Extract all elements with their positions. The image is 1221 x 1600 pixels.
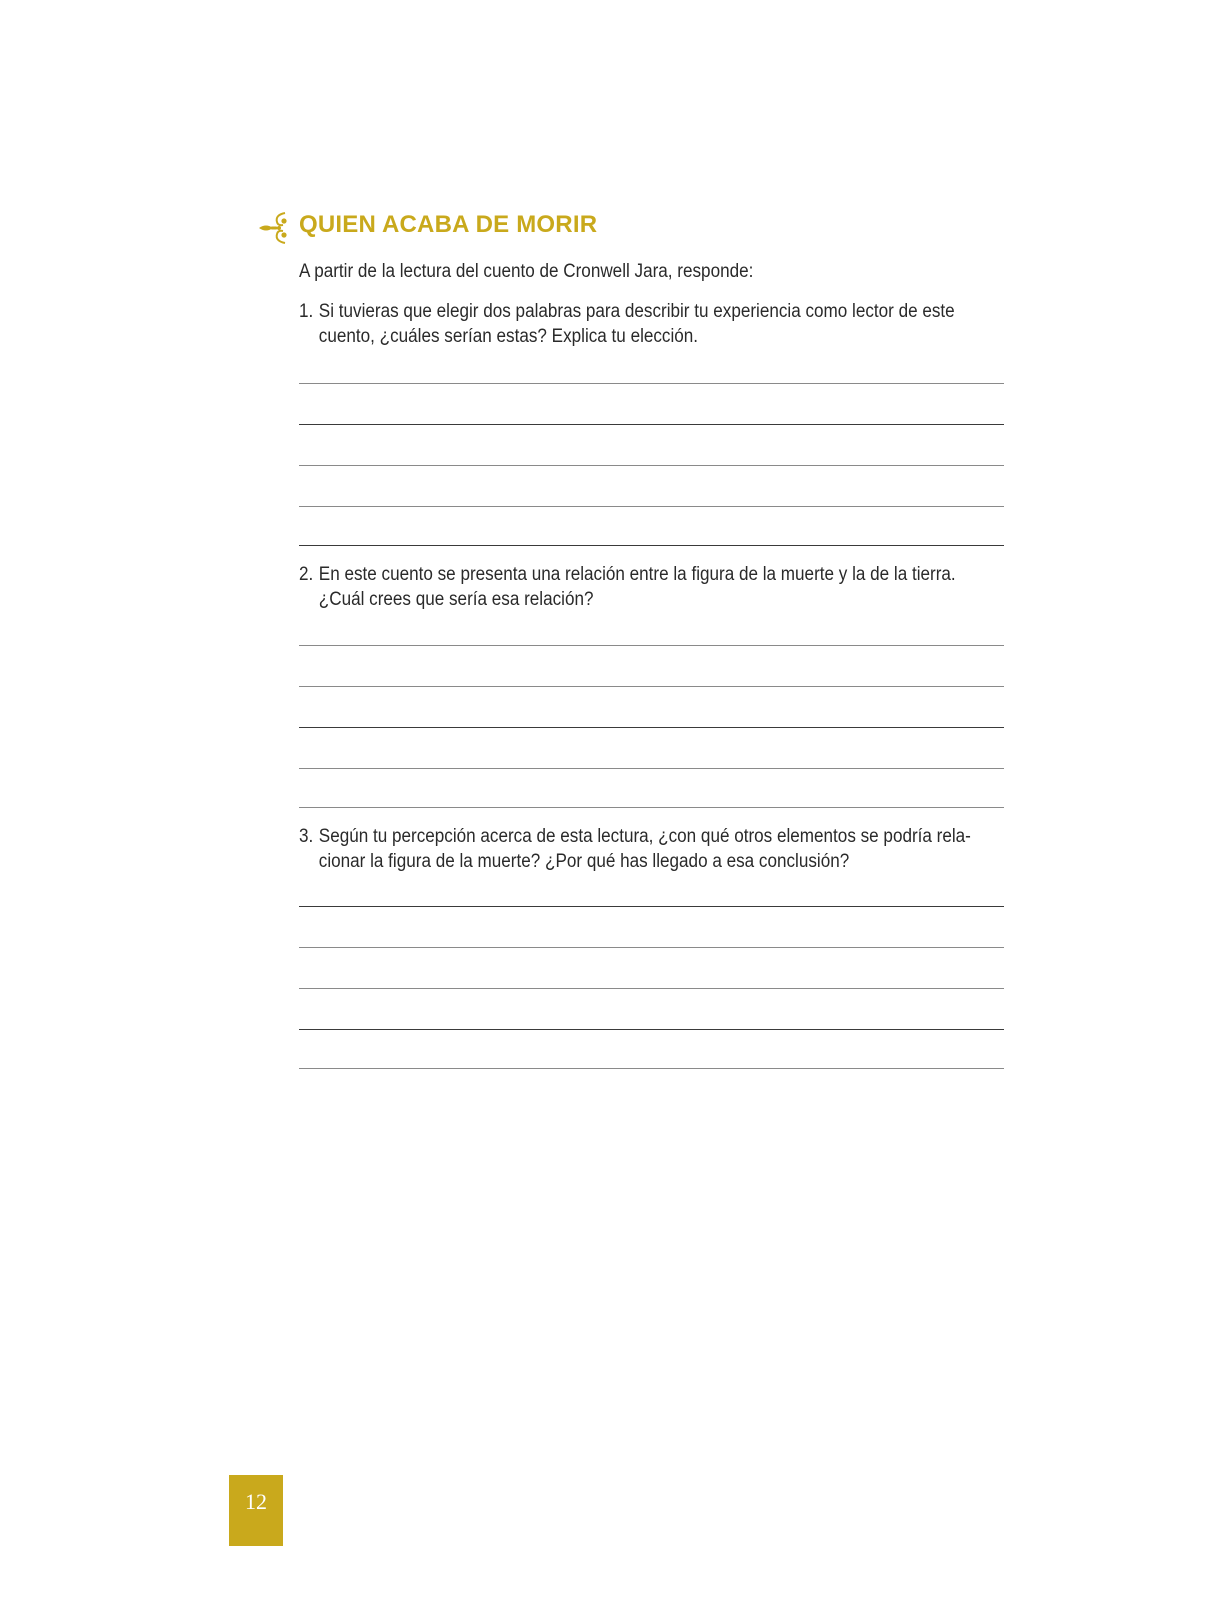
answer-line-3-1[interactable] xyxy=(299,906,1004,907)
question-1-number: 1. xyxy=(299,301,314,322)
answer-line-1-5[interactable] xyxy=(299,545,1004,546)
fleur-ornament-icon xyxy=(258,210,292,246)
answer-line-3-4[interactable] xyxy=(299,1029,1004,1030)
answer-line-1-1[interactable] xyxy=(299,383,1004,384)
answer-line-2-2[interactable] xyxy=(299,686,1004,687)
question-3 xyxy=(299,824,1006,874)
question-1-line-1: Si tuvieras que elegir dos palabras para describir tu experiencia como lector de este xyxy=(318,301,955,322)
answer-line-2-1[interactable] xyxy=(299,645,1004,646)
answer-line-2-5[interactable] xyxy=(299,807,1004,808)
question-2-line-1: En este cuento se presenta una relación entre la figura de la muerte y la de la tierra. xyxy=(318,564,956,585)
question-2-number: 2. xyxy=(299,564,314,585)
question-2 xyxy=(299,562,1006,612)
question-1-line-2: cuento, ¿cuáles serían estas? Explica tu elección. xyxy=(318,326,699,347)
question-3-number: 3. xyxy=(299,826,314,847)
answer-line-3-2[interactable] xyxy=(299,947,1004,948)
answer-line-3-3[interactable] xyxy=(299,988,1004,989)
question-1 xyxy=(299,299,1006,349)
page-number: 12 xyxy=(245,1489,267,1514)
answer-line-1-4[interactable] xyxy=(299,506,1004,507)
answer-line-1-2[interactable] xyxy=(299,424,1004,425)
intro-text: A partir de la lectura del cuento de Cronwell Jara, responde: xyxy=(299,261,754,282)
answer-line-1-3[interactable] xyxy=(299,465,1004,466)
question-3-line-1: Según tu percepción acerca de esta lectura, ¿con qué otros elementos se podría rela- xyxy=(318,826,971,847)
question-3-line-2: cionar la figura de la muerte? ¿Por qué has llegado a esa conclusión? xyxy=(318,851,850,872)
answer-line-2-4[interactable] xyxy=(299,768,1004,769)
question-2-line-2: ¿Cuál crees que sería esa relación? xyxy=(318,589,594,610)
answer-line-2-3[interactable] xyxy=(299,727,1004,728)
answer-line-3-5[interactable] xyxy=(299,1068,1004,1069)
section-title: QUIEN ACABA DE MORIR xyxy=(299,211,598,238)
page-number-tab xyxy=(229,1475,283,1546)
